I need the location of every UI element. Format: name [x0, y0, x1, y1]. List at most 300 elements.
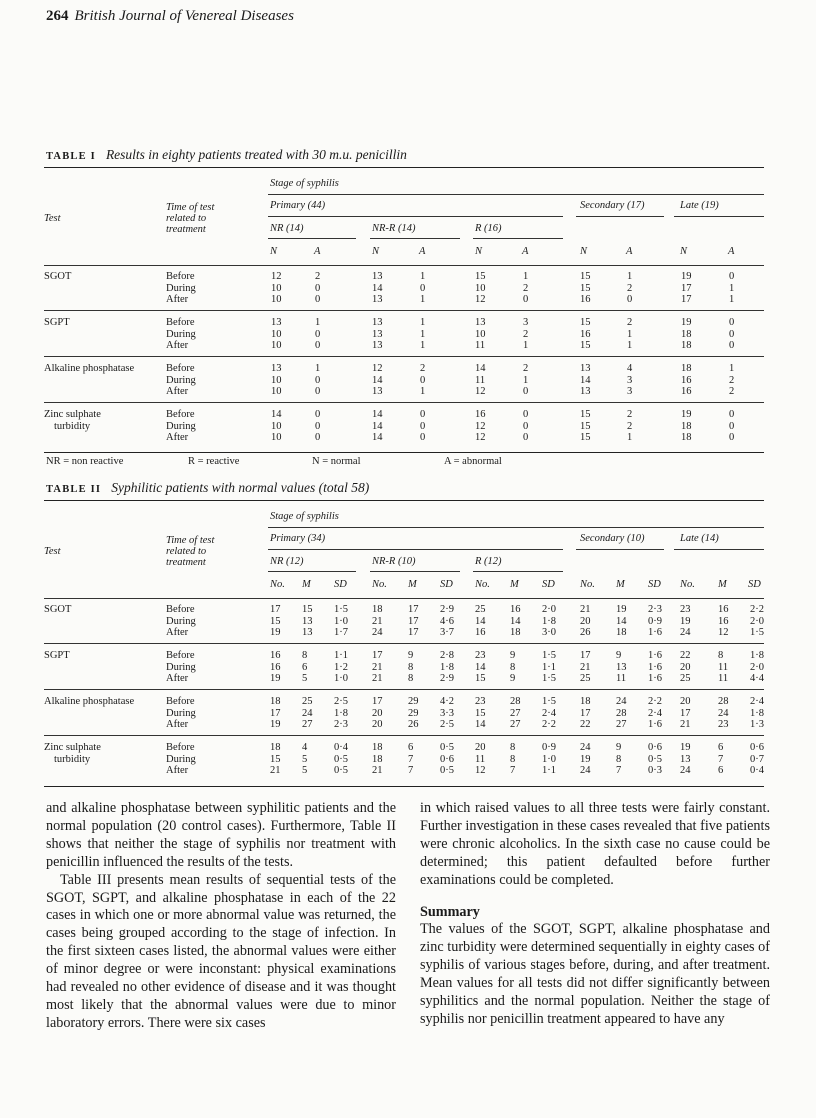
t2-rule: [473, 571, 563, 572]
table-cell: 0·7: [750, 753, 764, 765]
table-cell: 8: [718, 650, 724, 661]
table-cell: 15: [580, 432, 591, 443]
table-cell: 2·9: [440, 673, 454, 684]
t1-h-n-4: N: [580, 246, 588, 257]
table-cell: 14: [372, 374, 383, 386]
table-cell: 2: [523, 363, 529, 374]
table-cell: 20: [680, 696, 691, 707]
table1-caption: [46, 147, 407, 163]
table-cell: 1·6: [648, 650, 662, 661]
time-label: After: [166, 432, 189, 443]
table-cell: 17: [680, 707, 691, 719]
table-cell: 17: [580, 707, 591, 719]
row-rule: [44, 689, 764, 690]
table-cell: 16: [475, 627, 486, 638]
time-label: After: [166, 673, 189, 684]
time-label: After: [166, 627, 189, 638]
table-cell: 11: [718, 673, 729, 684]
table-cell: 12: [475, 420, 486, 432]
time-label: After: [166, 765, 189, 776]
table-cell: 1: [420, 328, 426, 340]
table-cell: 17: [408, 615, 419, 627]
table-cell: 3: [523, 317, 529, 328]
table-cell: 0·4: [334, 742, 348, 753]
table-cell: 12: [718, 627, 729, 638]
table2-title: Syphilitic patients with normal values (total 58): [111, 480, 370, 495]
table-cell: 1: [523, 340, 529, 351]
table-cell: 17: [270, 707, 281, 719]
table-cell: 0: [523, 386, 529, 397]
table-cell: 13: [372, 317, 383, 328]
table-cell: 1·5: [542, 650, 556, 661]
test-name: SGPT: [44, 650, 70, 661]
table-cell: 1: [315, 363, 321, 374]
table-cell: 12: [475, 386, 486, 397]
paragraph: Table III presents mean results of sequential tests of the SGOT, SGPT, and alkaline phosphatase in each of the 22 cases in which one or more abnormal value was returned, the cases being grouped according to the stage of infection. In the first sixteen cases listed, the abnormal values were either of minor degree or were inconstant: physical examinations had revealed no other evidence of disease and it was thought most likely that the abnormal values were due to minor laboratory errors. There were six cases: [46, 871, 396, 1031]
summary-paragraph: The values of the SGOT, SGPT, alkaline phosphatase and zinc turbidity were determined sequentially in eighty cases of syphilis of various stages before, during, and after treatment. Mean values for all tests did not differ significantly between syphilitics and the normal population. Neither the stage of syphilis nor penicillin treatment appeared to have any: [420, 921, 770, 1027]
t2-test-header: Test: [44, 546, 61, 557]
table-cell: 21: [372, 673, 383, 684]
table-cell: 0·6: [440, 753, 454, 765]
table-cell: 14: [372, 432, 383, 443]
table-cell: 2: [627, 409, 633, 420]
table-cell: 15: [580, 317, 591, 328]
table-cell: 1·8: [542, 615, 556, 627]
table-cell: 11: [718, 661, 729, 673]
t2-h-m-5: M: [718, 579, 727, 590]
table-cell: 9: [616, 742, 622, 753]
table-cell: 0: [420, 282, 426, 294]
table-cell: 1·8: [334, 707, 348, 719]
table-cell: 4·4: [750, 673, 764, 684]
table-cell: 20: [372, 707, 383, 719]
row-rule: [44, 643, 764, 644]
table-cell: 1·6: [648, 627, 662, 638]
t1-rule: [576, 216, 664, 217]
running-head: [46, 8, 294, 25]
table-cell: 8: [408, 661, 414, 673]
table-cell: 0: [315, 432, 321, 443]
table2-caption: [46, 480, 369, 496]
table-cell: 19: [680, 615, 691, 627]
table-cell: 0: [315, 294, 321, 305]
table-cell: 5: [302, 753, 308, 765]
table-cell: 12: [271, 271, 282, 282]
table-cell: 15: [580, 340, 591, 351]
t2-h-sd-2: SD: [440, 579, 453, 590]
table-cell: 17: [408, 604, 419, 615]
table-cell: 8: [510, 742, 516, 753]
time-label: After: [166, 294, 189, 305]
table-cell: 2·2: [648, 696, 662, 707]
table-cell: 24: [580, 765, 591, 776]
table-cell: 13: [271, 363, 282, 374]
table-cell: 0: [729, 340, 735, 351]
table-cell: 9: [510, 673, 516, 684]
table-cell: 2: [627, 420, 633, 432]
time-label: During: [166, 615, 196, 627]
t2-rule: [576, 549, 664, 550]
row-rule: [44, 356, 764, 357]
table-cell: 0: [420, 420, 426, 432]
table-cell: 1: [627, 340, 633, 351]
table-cell: 13: [302, 615, 313, 627]
t1-rule: [370, 238, 460, 239]
table-cell: 13: [580, 386, 591, 397]
table-cell: 9: [510, 650, 516, 661]
table-cell: 7: [718, 753, 724, 765]
time-label: During: [166, 374, 196, 386]
table-cell: 28: [510, 696, 521, 707]
t2-rule: [674, 549, 764, 550]
table-cell: 20: [475, 742, 486, 753]
t2-h-sd-4: SD: [648, 579, 661, 590]
test-name: Alkaline phosphatase: [44, 363, 135, 374]
table-cell: 29: [408, 707, 419, 719]
footnote-n: N = normal: [312, 456, 361, 467]
table-cell: 8: [510, 661, 516, 673]
table-cell: 11: [616, 673, 627, 684]
table-cell: 0·3: [648, 765, 662, 776]
table-cell: 14: [475, 661, 486, 673]
table-cell: 14: [372, 409, 383, 420]
table-cell: 8: [510, 753, 516, 765]
table-cell: 15: [475, 707, 486, 719]
table-cell: 15: [580, 420, 591, 432]
table-cell: 15: [580, 409, 591, 420]
table-cell: 14: [475, 363, 486, 374]
table-cell: 0: [523, 432, 529, 443]
table-cell: 14: [271, 409, 282, 420]
table-cell: 12: [475, 765, 486, 776]
table-cell: 18: [580, 696, 591, 707]
table-cell: 0: [420, 409, 426, 420]
table-cell: 6: [302, 661, 308, 673]
table-cell: 14: [616, 615, 627, 627]
table-cell: 0: [729, 271, 735, 282]
table-cell: 15: [270, 615, 281, 627]
table-cell: 16: [718, 604, 729, 615]
table-cell: 1·6: [648, 673, 662, 684]
table-cell: 2: [420, 363, 426, 374]
table-cell: 5: [302, 673, 308, 684]
table-cell: 1·3: [750, 719, 764, 730]
table-cell: 18: [681, 363, 692, 374]
table-cell: 2·4: [750, 696, 764, 707]
test-name: SGOT: [44, 271, 72, 282]
t2-time-header-1: Time of test: [166, 535, 215, 546]
table-cell: 21: [680, 719, 691, 730]
table-cell: 23: [680, 604, 691, 615]
table-cell: 13: [616, 661, 627, 673]
table-cell: 1: [627, 328, 633, 340]
t1-secondary-header: Secondary (17): [580, 200, 645, 211]
table-cell: 13: [372, 271, 383, 282]
table-cell: 13: [271, 317, 282, 328]
table-cell: 8: [408, 673, 414, 684]
table-cell: 1: [729, 282, 735, 294]
row-rule: [44, 265, 764, 266]
table-cell: 1: [523, 271, 529, 282]
t1-h-n-1: N: [270, 246, 278, 257]
table-cell: 19: [681, 271, 692, 282]
time-label: During: [166, 328, 196, 340]
t2-h-sd-5: SD: [748, 579, 761, 590]
table-cell: 17: [580, 650, 591, 661]
right-column: [420, 800, 770, 1029]
table-cell: 1: [523, 374, 529, 386]
page-number: 264: [46, 8, 69, 24]
t2-rule: [268, 549, 563, 550]
t1-late-header: Late (19): [680, 200, 719, 211]
t1-h-a-5: A: [728, 246, 735, 257]
table-cell: 14: [372, 282, 383, 294]
table-cell: 2·0: [542, 604, 556, 615]
table-cell: 0: [729, 420, 735, 432]
table-cell: 18: [681, 340, 692, 351]
table-cell: 0: [729, 317, 735, 328]
table-cell: 10: [271, 432, 282, 443]
table-cell: 18: [372, 742, 383, 753]
table-cell: 28: [718, 696, 729, 707]
t1-rule: [473, 238, 563, 239]
time-label: Before: [166, 604, 195, 615]
t1-h-n-2: N: [372, 246, 380, 257]
table-cell: 20: [372, 719, 383, 730]
table-cell: 15: [580, 282, 591, 294]
table-cell: 0·9: [648, 615, 662, 627]
table2-label: TABLE II: [46, 484, 102, 495]
table-cell: 0: [523, 420, 529, 432]
table-cell: 1: [315, 317, 321, 328]
table-cell: 3·7: [440, 627, 454, 638]
table-cell: 1·0: [542, 753, 556, 765]
table-cell: 23: [475, 650, 486, 661]
time-label: After: [166, 340, 189, 351]
table-cell: 18: [681, 420, 692, 432]
table-cell: 12: [372, 363, 383, 374]
table-cell: 2: [315, 271, 321, 282]
table-cell: 13: [372, 294, 383, 305]
table-cell: 0·9: [542, 742, 556, 753]
table-cell: 23: [718, 719, 729, 730]
table-cell: 1·0: [334, 673, 348, 684]
table-cell: 15: [270, 753, 281, 765]
table-cell: 2·4: [648, 707, 662, 719]
table-cell: 10: [271, 340, 282, 351]
table-cell: 24: [372, 627, 383, 638]
table-cell: 17: [681, 282, 692, 294]
table-cell: 2·8: [440, 650, 454, 661]
table-cell: 1·5: [542, 696, 556, 707]
table-cell: 3·3: [440, 707, 454, 719]
table-cell: 16: [270, 661, 281, 673]
table-cell: 0: [420, 374, 426, 386]
table-cell: 18: [616, 627, 627, 638]
table-cell: 1: [420, 340, 426, 351]
test-name: SGPT: [44, 317, 70, 328]
table-cell: 25: [580, 673, 591, 684]
time-label: During: [166, 661, 196, 673]
table-cell: 1·5: [542, 673, 556, 684]
table-cell: 8: [616, 753, 622, 765]
table-cell: 14: [580, 374, 591, 386]
t1-nr-header: NR (14): [270, 223, 304, 234]
t1-h-n-5: N: [680, 246, 688, 257]
time-label: During: [166, 753, 196, 765]
table-cell: 18: [510, 627, 521, 638]
table-cell: 17: [372, 650, 383, 661]
table-cell: 1: [420, 271, 426, 282]
t2-nr-header: NR (12): [270, 556, 304, 567]
table-cell: 16: [681, 374, 692, 386]
test-name: SGOT: [44, 604, 72, 615]
table-cell: 24: [680, 627, 691, 638]
table-cell: 19: [616, 604, 627, 615]
table-cell: 20: [680, 661, 691, 673]
table-cell: 6: [718, 765, 724, 776]
table-cell: 2: [627, 317, 633, 328]
table-cell: 0·5: [334, 753, 348, 765]
table-cell: 10: [271, 328, 282, 340]
t2-h-m-3: M: [510, 579, 519, 590]
time-label: Before: [166, 742, 195, 753]
table-cell: 0: [420, 432, 426, 443]
footnote-a: A = abnormal: [444, 456, 502, 467]
table-cell: 16: [580, 328, 591, 340]
t2-h-no-5: No.: [680, 579, 695, 590]
t2-time-header-3: treatment: [166, 557, 206, 568]
table-cell: 0·5: [334, 765, 348, 776]
row-rule: [44, 310, 764, 311]
table-cell: 25: [302, 696, 313, 707]
left-column: [46, 800, 396, 1033]
table-cell: 1·8: [750, 650, 764, 661]
table-cell: 3: [627, 386, 633, 397]
row-rule: [44, 735, 764, 736]
t1-h-n-3: N: [475, 246, 483, 257]
t2-h-no-4: No.: [580, 579, 595, 590]
table-cell: 10: [271, 420, 282, 432]
table-cell: 15: [475, 271, 486, 282]
table-cell: 25: [475, 604, 486, 615]
table-cell: 2: [729, 386, 735, 397]
table-cell: 14: [510, 615, 521, 627]
table-cell: 0: [315, 374, 321, 386]
table-cell: 0: [315, 328, 321, 340]
time-label: After: [166, 386, 189, 397]
t2-stage-header: Stage of syphilis: [270, 511, 339, 522]
time-label: Before: [166, 650, 195, 661]
t1-h-a-3: A: [522, 246, 529, 257]
t2-h-m-2: M: [408, 579, 417, 590]
test-name-cont: turbidity: [54, 753, 91, 765]
table-cell: 2·5: [440, 719, 454, 730]
table-cell: 14: [475, 719, 486, 730]
table-cell: 16: [718, 615, 729, 627]
table-cell: 7: [408, 753, 414, 765]
footnote-r: R = reactive: [188, 456, 240, 467]
footnote-nr: NR = non reactive: [46, 456, 124, 467]
t1-h-a-1: A: [314, 246, 321, 257]
table-cell: 12: [475, 432, 486, 443]
table-cell: 0: [315, 340, 321, 351]
table-cell: 18: [372, 604, 383, 615]
table-cell: 4·6: [440, 615, 454, 627]
t1-rule: [268, 238, 356, 239]
table-cell: 3: [627, 374, 633, 386]
table-cell: 4: [627, 363, 633, 374]
table-cell: 1·1: [542, 765, 556, 776]
t1-r-header: R (16): [475, 223, 502, 234]
table-cell: 5: [302, 765, 308, 776]
table-cell: 14: [475, 615, 486, 627]
table-cell: 28: [616, 707, 627, 719]
t2-r-header: R (12): [475, 556, 502, 567]
t2-rule: [268, 571, 356, 572]
table-cell: 1: [420, 317, 426, 328]
table-cell: 18: [681, 328, 692, 340]
table-cell: 0·6: [750, 742, 764, 753]
t2-rule: [268, 527, 764, 528]
table-cell: 17: [372, 696, 383, 707]
table-cell: 18: [681, 432, 692, 443]
table-cell: 16: [510, 604, 521, 615]
table-cell: 6: [718, 742, 724, 753]
table-cell: 10: [271, 282, 282, 294]
table-cell: 17: [270, 604, 281, 615]
t1-rule: [268, 194, 764, 195]
paragraph: in which raised values to all three tests were fairly constant. Further investigation in these cases revealed that five patients were chronic alcoholics. In the sixth case no cause could be determined; this patient defaulted before further examinations could be completed.: [420, 800, 770, 888]
table-cell: 1·0: [334, 615, 348, 627]
table-cell: 18: [372, 753, 383, 765]
table-cell: 0: [315, 420, 321, 432]
table-cell: 1·8: [750, 707, 764, 719]
t2-time-header-2: related to: [166, 546, 207, 557]
t1-time-header-3: treatment: [166, 224, 206, 235]
table-cell: 14: [372, 420, 383, 432]
table1-title: Results in eighty patients treated with 30 m.u. penicillin: [105, 147, 407, 162]
table-cell: 10: [271, 294, 282, 305]
table-cell: 25: [680, 673, 691, 684]
time-label: Before: [166, 271, 195, 282]
table-cell: 21: [270, 765, 281, 776]
table-cell: 0: [627, 294, 633, 305]
table-cell: 7: [616, 765, 622, 776]
summary-heading: Summary: [420, 903, 480, 920]
table-cell: 1: [420, 386, 426, 397]
table-cell: 26: [580, 627, 591, 638]
table-cell: 13: [372, 328, 383, 340]
table-cell: 0·6: [648, 742, 662, 753]
table-cell: 0: [315, 386, 321, 397]
table-cell: 2·0: [750, 615, 764, 627]
t2-h-no-2: No.: [372, 579, 387, 590]
table-cell: 29: [408, 696, 419, 707]
t2-h-sd-3: SD: [542, 579, 555, 590]
table-cell: 26: [408, 719, 419, 730]
table-cell: 2: [523, 328, 529, 340]
t1-primary-header: Primary (44): [270, 200, 326, 211]
table-cell: 2: [523, 282, 529, 294]
table-cell: 19: [681, 317, 692, 328]
t2-h-no-1: No.: [270, 579, 285, 590]
table-cell: 22: [580, 719, 591, 730]
table-cell: 2·2: [542, 719, 556, 730]
t2-h-no-3: No.: [475, 579, 490, 590]
table-cell: 19: [270, 627, 281, 638]
table-cell: 13: [580, 363, 591, 374]
